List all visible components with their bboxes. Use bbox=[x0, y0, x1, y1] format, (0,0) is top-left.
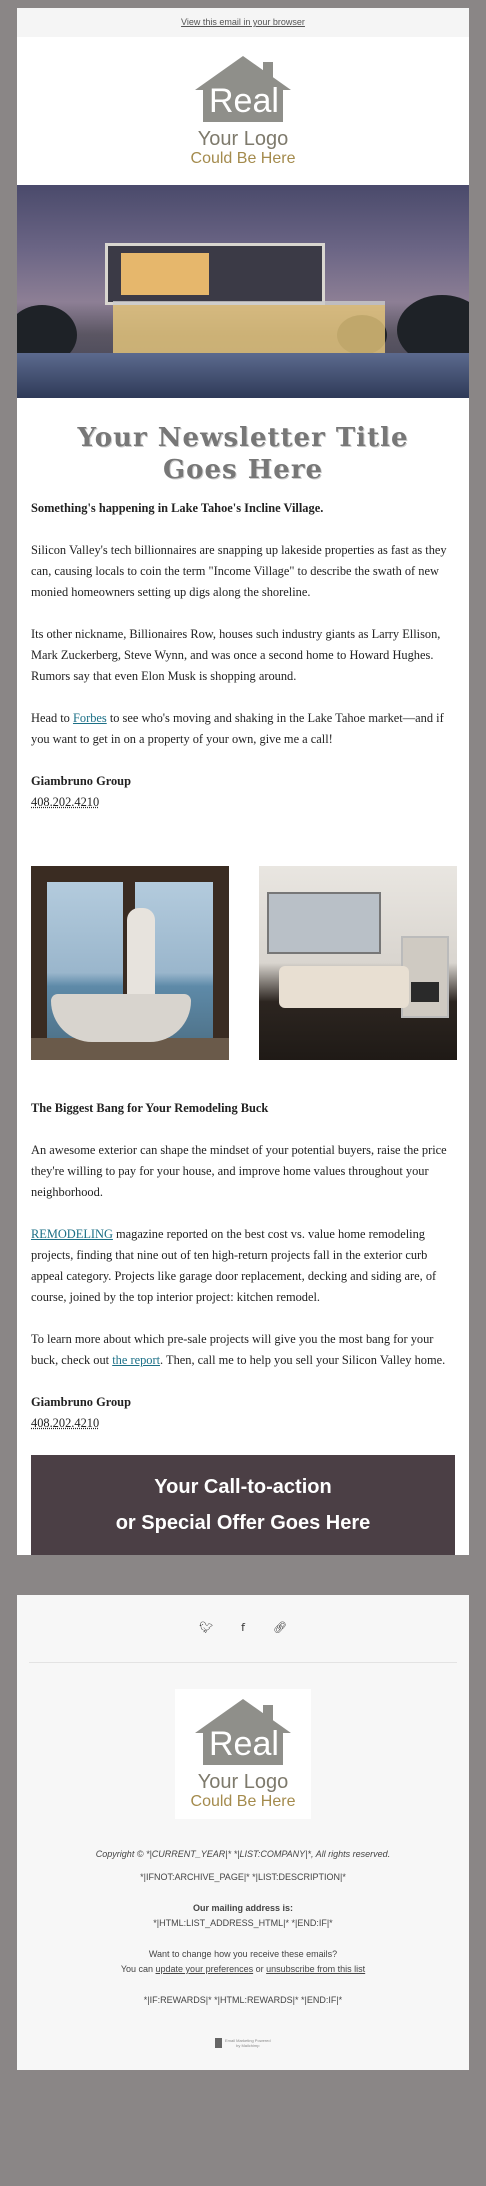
mailing-address: *|HTML:LIST_ADDRESS_HTML|* *|END:IF|* bbox=[153, 1918, 333, 1928]
preheader-bar bbox=[17, 8, 469, 37]
photo-row bbox=[17, 834, 469, 1098]
facebook-icon[interactable]: f bbox=[241, 1621, 245, 1634]
footer bbox=[17, 1595, 469, 2070]
update-preferences-link[interactable]: update your preferences bbox=[155, 1964, 254, 1974]
logo-real-text: Real bbox=[208, 82, 279, 121]
house-logo-icon bbox=[193, 1697, 293, 1767]
email-container bbox=[17, 8, 469, 2070]
copyright-text: Copyright © *|CURRENT_YEAR|* *|LIST:COMPANY|*, All rights reserved. bbox=[95, 1849, 391, 1859]
cta-line-1: Your Call-to-action bbox=[154, 1476, 332, 1498]
social-links bbox=[29, 1621, 457, 1663]
newsletter-title bbox=[17, 398, 469, 498]
hero-image bbox=[17, 185, 469, 398]
article-2-paragraph-2: REMODELING magazine reported on the best cost vs. value home remodeling projects, finding that nine out of ten high-return projects fall in the exterior curb appeal category. Projects like garage door replacement, decking and siding are, of course, joined by the top interior project: kitchen remodel. bbox=[31, 1227, 437, 1304]
report-link[interactable]: the report bbox=[112, 1353, 161, 1367]
header-section bbox=[17, 37, 469, 1555]
living-room-photo bbox=[259, 866, 457, 1060]
forbes-link[interactable]: Forbes bbox=[72, 711, 107, 725]
article-1-paragraph-1: Silicon Valley's tech billionnaires are snapping up lakeside properties as fast as they can, causing locals to coin the term "Income Village" to describe the swath of new monied homeowners setting up digs along the shoreline. bbox=[31, 543, 447, 599]
footer-logo bbox=[175, 1689, 311, 1819]
article-2-paragraph-3: To learn more about which pre-sale projects will give you the most bang for your buck, check out the report. Then, call me to help you sell your Silicon Valley home. bbox=[31, 1332, 446, 1367]
logo-area bbox=[17, 37, 469, 185]
house-logo-icon bbox=[193, 54, 293, 124]
logo-line-3: Could Be Here bbox=[190, 150, 296, 168]
twitter-icon[interactable]: 🐦︎ bbox=[199, 1621, 214, 1634]
bathtub-view-photo bbox=[31, 866, 229, 1060]
link-icon[interactable]: 🔗︎ bbox=[272, 1621, 287, 1634]
article-1-headline: Something's happening in Lake Tahoe's Incline Village. bbox=[31, 501, 324, 515]
newsletter-title-line-1: Your Newsletter Title bbox=[77, 423, 409, 453]
mailing-heading: Our mailing address is: bbox=[192, 1903, 294, 1913]
article-2-phone[interactable]: 408.202.4210 bbox=[31, 1416, 100, 1430]
view-in-browser-link[interactable]: View this email in your browser bbox=[181, 17, 305, 27]
article-1 bbox=[17, 498, 469, 813]
archive-text: *|IFNOT:ARCHIVE_PAGE|* *|LIST:DESCRIPTION|* bbox=[140, 1872, 346, 1882]
badge-text: Email Marketing Powered by Mailchimp bbox=[225, 2038, 271, 2048]
cta-line-2: or Special Offer Goes Here bbox=[115, 1512, 371, 1534]
article-1-paragraph-3: Head to Forbes to see who's moving and shaking in the Lake Tahoe market—and if you want to get in on a property of your own, give me a call! bbox=[31, 711, 444, 746]
mailchimp-badge[interactable] bbox=[215, 2036, 271, 2070]
logo bbox=[191, 54, 296, 168]
change-question: Want to change how you receive these emails? bbox=[148, 1949, 338, 1959]
footer-logo-line-3: Could Be Here bbox=[190, 1793, 296, 1811]
rewards-text: *|IF:REWARDS|* *|HTML:REWARDS|* *|END:IF|* bbox=[143, 1995, 343, 2005]
logo-line-2: Your Logo bbox=[197, 128, 289, 151]
article-2-headline: The Biggest Bang for Your Remodeling Buck bbox=[31, 1101, 269, 1115]
article-2 bbox=[17, 1098, 469, 1434]
footer-logo-line-2: Your Logo bbox=[197, 1771, 289, 1794]
article-2-signature-name: Giambruno Group bbox=[31, 1395, 131, 1409]
article-2-paragraph-1: An awesome exterior can shape the mindset of your potential buyers, raise the price they're willing to pay for your house, and improve home values throughout your neighborhood. bbox=[31, 1143, 447, 1199]
mailchimp-icon bbox=[215, 2038, 222, 2048]
preferences-line: You can update your preferences or unsubscribe from this list bbox=[120, 1964, 366, 1974]
footer-logo-real-text: Real bbox=[208, 1725, 279, 1764]
unsubscribe-link[interactable]: unsubscribe from this list bbox=[266, 1964, 366, 1974]
article-1-phone[interactable]: 408.202.4210 bbox=[31, 795, 100, 809]
article-1-paragraph-2: Its other nickname, Billionaires Row, houses such industry giants as Larry Ellison, Mark Zuckerberg, Steve Wynn, and was once a second home to Howard Hughes. Rumors say that even Elon Musk is shopping around. bbox=[31, 627, 441, 683]
article-1-signature-name: Giambruno Group bbox=[31, 774, 131, 788]
cta-button[interactable] bbox=[31, 1455, 455, 1555]
newsletter-title-line-2: Goes Here bbox=[162, 455, 324, 485]
remodeling-link[interactable]: REMODELING bbox=[31, 1227, 113, 1241]
